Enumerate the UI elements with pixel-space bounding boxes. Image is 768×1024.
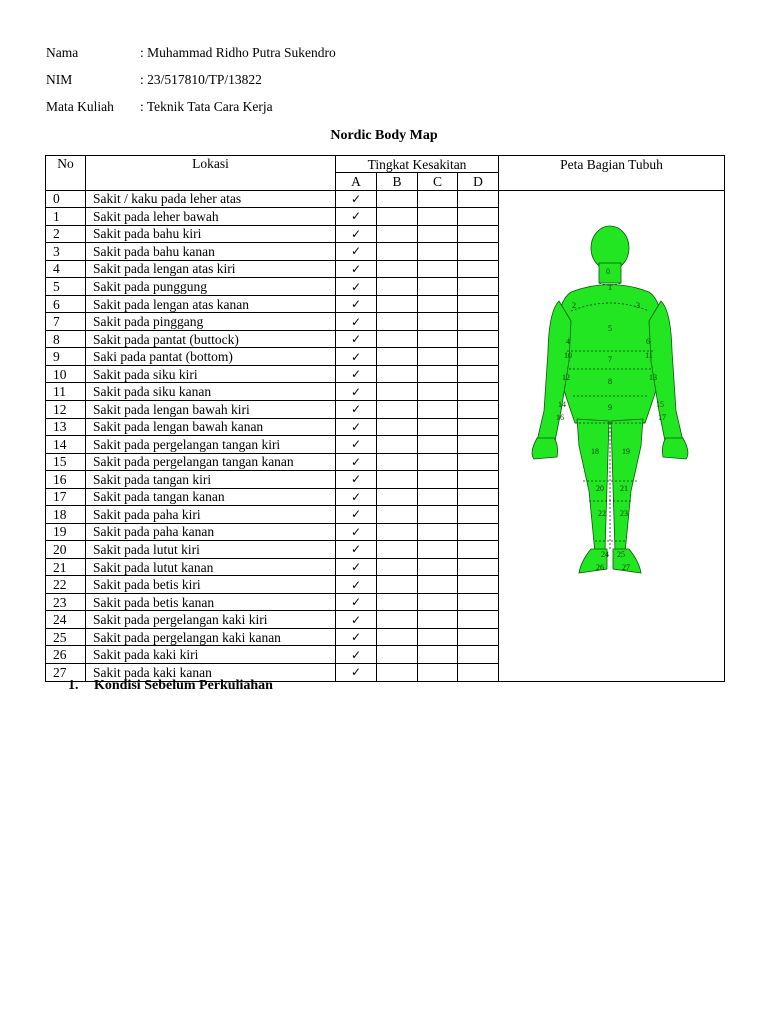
header-tingkat-kesakitan: Tingkat Kesakitan xyxy=(336,156,499,173)
check-icon: ✓ xyxy=(350,647,362,662)
level-cell-c xyxy=(418,365,458,383)
check-icon: ✓ xyxy=(350,279,362,294)
level-cell-c xyxy=(418,383,458,401)
row-lokasi: Sakit pada kaki kiri xyxy=(86,646,336,664)
row-number: 15 xyxy=(46,453,86,471)
level-cell-b xyxy=(377,488,418,506)
level-cell-b xyxy=(377,628,418,646)
row-number: 4 xyxy=(46,260,86,278)
level-cell-b xyxy=(377,383,418,401)
level-cell-a xyxy=(336,576,377,594)
level-cell-d xyxy=(458,260,499,278)
region-label: 7 xyxy=(608,354,612,364)
check-icon: ✓ xyxy=(350,489,362,504)
level-cell-a xyxy=(336,628,377,646)
row-lokasi: Sakit pada pinggang xyxy=(86,313,336,331)
level-cell-d xyxy=(458,348,499,366)
level-cell-a xyxy=(336,190,377,208)
table-row xyxy=(46,190,725,208)
row-number: 8 xyxy=(46,330,86,348)
level-cell-d xyxy=(458,471,499,489)
row-lokasi: Sakit pada lengan bawah kanan xyxy=(86,418,336,436)
page-title: Nordic Body Map xyxy=(330,128,438,143)
level-cell-b xyxy=(377,295,418,313)
row-lokasi: Sakit pada pergelangan tangan kiri xyxy=(86,436,336,454)
region-label: 15 xyxy=(656,399,664,409)
row-number: 26 xyxy=(46,646,86,664)
row-lokasi: Saki pada pantat (bottom) xyxy=(86,348,336,366)
level-cell-b xyxy=(377,558,418,576)
level-cell-a xyxy=(336,208,377,226)
level-cell-d xyxy=(458,365,499,383)
row-lokasi: Sakit pada lengan atas kiri xyxy=(86,260,336,278)
check-icon: ✓ xyxy=(350,630,362,645)
level-cell-d xyxy=(458,506,499,524)
level-cell-c xyxy=(418,471,458,489)
check-icon: ✓ xyxy=(350,402,362,417)
level-cell-a xyxy=(336,365,377,383)
level-cell-b xyxy=(377,436,418,454)
level-cell-d xyxy=(458,418,499,436)
level-cell-a xyxy=(336,506,377,524)
level-cell-c xyxy=(418,628,458,646)
row-number: 21 xyxy=(46,558,86,576)
level-cell-b xyxy=(377,523,418,541)
level-cell-a xyxy=(336,348,377,366)
level-cell-d xyxy=(458,453,499,471)
check-icon: ✓ xyxy=(350,577,362,592)
check-icon: ✓ xyxy=(350,560,362,575)
level-cell-c xyxy=(418,418,458,436)
level-cell-c xyxy=(418,225,458,243)
level-cell-d xyxy=(458,541,499,559)
row-number: 17 xyxy=(46,488,86,506)
level-cell-c xyxy=(418,400,458,418)
row-lokasi: Sakit pada pergelangan kaki kanan xyxy=(86,628,336,646)
row-lokasi: Sakit pada leher bawah xyxy=(86,208,336,226)
level-cell-c xyxy=(418,436,458,454)
field-label: Mata Kuliah xyxy=(46,99,114,114)
level-cell-a xyxy=(336,646,377,664)
row-number: 27 xyxy=(46,663,86,681)
level-cell-d xyxy=(458,190,499,208)
row-lokasi: Sakit pada lengan bawah kiri xyxy=(86,400,336,418)
level-cell-d xyxy=(458,295,499,313)
level-cell-a xyxy=(336,436,377,454)
check-icon: ✓ xyxy=(350,524,362,539)
row-number: 23 xyxy=(46,593,86,611)
header-level-d: D xyxy=(458,173,499,190)
field-value: : Muhammad Ridho Putra Sukendro xyxy=(140,45,336,60)
row-number: 22 xyxy=(46,576,86,594)
field-value: : 23/517810/TP/13822 xyxy=(140,72,262,87)
row-lokasi: Sakit pada siku kiri xyxy=(86,365,336,383)
row-lokasi: Sakit / kaku pada leher atas xyxy=(86,190,336,208)
region-label: 4 xyxy=(566,336,570,346)
region-label: 2 xyxy=(572,300,576,310)
region-label: 11 xyxy=(645,350,653,360)
level-cell-c xyxy=(418,611,458,629)
level-cell-b xyxy=(377,453,418,471)
row-number: 25 xyxy=(46,628,86,646)
level-cell-c xyxy=(418,488,458,506)
level-cell-b xyxy=(377,400,418,418)
header-peta-bagian-tubuh: Peta Bagian Tubuh xyxy=(499,156,725,173)
check-icon: ✓ xyxy=(350,209,362,224)
section-title: Kondisi Sebelum Perkuliahan xyxy=(94,678,273,693)
level-cell-a xyxy=(336,330,377,348)
level-cell-b xyxy=(377,278,418,296)
level-cell-d xyxy=(458,313,499,331)
region-label: 18 xyxy=(591,446,599,456)
check-icon: ✓ xyxy=(350,384,362,399)
region-label: 19 xyxy=(622,446,630,456)
region-label: 17 xyxy=(658,412,666,422)
level-cell-a xyxy=(336,558,377,576)
level-cell-c xyxy=(418,593,458,611)
level-cell-d xyxy=(458,225,499,243)
region-label: 0 xyxy=(606,266,610,276)
check-icon: ✓ xyxy=(350,297,362,312)
level-cell-b xyxy=(377,663,418,681)
check-icon: ✓ xyxy=(350,367,362,382)
level-cell-c xyxy=(418,453,458,471)
region-label: 24 xyxy=(601,549,609,559)
region-label: 5 xyxy=(608,323,612,333)
row-lokasi: Sakit pada bahu kanan xyxy=(86,243,336,261)
header-level-b: B xyxy=(377,173,418,190)
region-label: 21 xyxy=(620,483,628,493)
row-number: 18 xyxy=(46,506,86,524)
row-lokasi: Sakit pada kaki kanan xyxy=(86,663,336,681)
level-cell-a xyxy=(336,663,377,681)
region-label: 13 xyxy=(649,372,657,382)
row-lokasi: Sakit pada betis kiri xyxy=(86,576,336,594)
body-map-figure xyxy=(499,191,724,678)
header-level-c: C xyxy=(418,173,458,190)
level-cell-d xyxy=(458,243,499,261)
check-icon: ✓ xyxy=(350,349,362,364)
level-cell-b xyxy=(377,418,418,436)
row-number: 14 xyxy=(46,436,86,454)
check-icon: ✓ xyxy=(350,191,362,206)
row-number: 10 xyxy=(46,365,86,383)
region-label: 25 xyxy=(617,549,625,559)
level-cell-a xyxy=(336,488,377,506)
level-cell-c xyxy=(418,330,458,348)
level-cell-b xyxy=(377,190,418,208)
row-lokasi: Sakit pada pantat (buttock) xyxy=(86,330,336,348)
level-cell-c xyxy=(418,313,458,331)
level-cell-d xyxy=(458,646,499,664)
region-label: 14 xyxy=(558,399,566,409)
level-cell-d xyxy=(458,523,499,541)
level-cell-c xyxy=(418,506,458,524)
check-icon: ✓ xyxy=(350,419,362,434)
check-icon: ✓ xyxy=(350,612,362,627)
row-lokasi: Sakit pada bahu kiri xyxy=(86,225,336,243)
row-number: 13 xyxy=(46,418,86,436)
level-cell-b xyxy=(377,313,418,331)
body-map-cell xyxy=(499,190,725,681)
row-lokasi: Sakit pada paha kanan xyxy=(86,523,336,541)
row-lokasi: Sakit pada lutut kanan xyxy=(86,558,336,576)
level-cell-b xyxy=(377,348,418,366)
level-cell-d xyxy=(458,400,499,418)
level-cell-c xyxy=(418,243,458,261)
level-cell-b xyxy=(377,260,418,278)
level-cell-d xyxy=(458,663,499,681)
check-icon: ✓ xyxy=(350,507,362,522)
region-label: 27 xyxy=(622,562,630,572)
row-number: 24 xyxy=(46,611,86,629)
level-cell-a xyxy=(336,243,377,261)
level-cell-d xyxy=(458,383,499,401)
region-label: 3 xyxy=(636,300,640,310)
level-cell-b xyxy=(377,208,418,226)
level-cell-b xyxy=(377,506,418,524)
level-cell-b xyxy=(377,243,418,261)
level-cell-d xyxy=(458,576,499,594)
level-cell-b xyxy=(377,225,418,243)
row-number: 1 xyxy=(46,208,86,226)
level-cell-a xyxy=(336,471,377,489)
row-lokasi: Sakit pada tangan kiri xyxy=(86,471,336,489)
check-icon: ✓ xyxy=(350,454,362,469)
level-cell-c xyxy=(418,295,458,313)
row-number: 19 xyxy=(46,523,86,541)
row-number: 0 xyxy=(46,190,86,208)
row-lokasi: Sakit pada lengan atas kanan xyxy=(86,295,336,313)
level-cell-a xyxy=(336,453,377,471)
level-cell-a xyxy=(336,278,377,296)
row-number: 20 xyxy=(46,541,86,559)
section-heading xyxy=(68,678,273,694)
row-lokasi: Sakit pada siku kanan xyxy=(86,383,336,401)
level-cell-a xyxy=(336,295,377,313)
row-number: 5 xyxy=(46,278,86,296)
level-cell-d xyxy=(458,278,499,296)
row-number: 16 xyxy=(46,471,86,489)
row-number: 12 xyxy=(46,400,86,418)
level-cell-c xyxy=(418,663,458,681)
row-lokasi: Sakit pada tangan kanan xyxy=(86,488,336,506)
level-cell-c xyxy=(418,348,458,366)
section-number: 1. xyxy=(68,678,79,693)
check-icon: ✓ xyxy=(350,261,362,276)
level-cell-b xyxy=(377,365,418,383)
field-value: : Teknik Tata Cara Kerja xyxy=(140,99,273,114)
level-cell-c xyxy=(418,190,458,208)
region-label: 23 xyxy=(620,508,628,518)
level-cell-d xyxy=(458,628,499,646)
level-cell-c xyxy=(418,576,458,594)
level-cell-a xyxy=(336,225,377,243)
level-cell-d xyxy=(458,593,499,611)
level-cell-d xyxy=(458,436,499,454)
row-lokasi: Sakit pada pergelangan kaki kiri xyxy=(86,611,336,629)
header-lokasi: Lokasi xyxy=(86,156,336,191)
level-cell-b xyxy=(377,593,418,611)
level-cell-d xyxy=(458,330,499,348)
level-cell-c xyxy=(418,541,458,559)
check-icon: ✓ xyxy=(350,472,362,487)
level-cell-b xyxy=(377,541,418,559)
region-label: 20 xyxy=(596,483,604,493)
level-cell-a xyxy=(336,400,377,418)
level-cell-c xyxy=(418,523,458,541)
row-number: 3 xyxy=(46,243,86,261)
level-cell-a xyxy=(336,260,377,278)
region-label: 16 xyxy=(556,412,564,422)
header-no: No xyxy=(46,156,86,191)
level-cell-a xyxy=(336,313,377,331)
region-label: 8 xyxy=(608,376,612,386)
check-icon: ✓ xyxy=(350,595,362,610)
region-label: 10 xyxy=(564,350,572,360)
level-cell-a xyxy=(336,418,377,436)
level-cell-d xyxy=(458,208,499,226)
level-cell-d xyxy=(458,488,499,506)
level-cell-c xyxy=(418,260,458,278)
header-peta-spacer xyxy=(499,173,725,190)
check-icon: ✓ xyxy=(350,314,362,329)
check-icon: ✓ xyxy=(350,244,362,259)
region-label: 22 xyxy=(598,508,606,518)
level-cell-b xyxy=(377,330,418,348)
level-cell-c xyxy=(418,646,458,664)
level-cell-b xyxy=(377,576,418,594)
check-icon: ✓ xyxy=(350,226,362,241)
level-cell-d xyxy=(458,558,499,576)
level-cell-b xyxy=(377,471,418,489)
level-cell-c xyxy=(418,208,458,226)
field-label: NIM xyxy=(46,72,73,87)
check-icon: ✓ xyxy=(350,542,362,557)
row-number: 9 xyxy=(46,348,86,366)
field-label: Nama xyxy=(46,45,79,60)
region-label: 12 xyxy=(562,372,570,382)
level-cell-a xyxy=(336,541,377,559)
region-label: 1 xyxy=(608,282,612,292)
level-cell-a xyxy=(336,611,377,629)
region-label: 26 xyxy=(596,562,604,572)
row-lokasi: Sakit pada betis kanan xyxy=(86,593,336,611)
region-label: 6 xyxy=(646,336,650,346)
level-cell-a xyxy=(336,593,377,611)
region-label: 9 xyxy=(608,402,612,412)
row-lokasi: Sakit pada punggung xyxy=(86,278,336,296)
check-icon: ✓ xyxy=(350,437,362,452)
row-number: 7 xyxy=(46,313,86,331)
check-icon: ✓ xyxy=(350,332,362,347)
level-cell-c xyxy=(418,278,458,296)
row-number: 6 xyxy=(46,295,86,313)
level-cell-c xyxy=(418,558,458,576)
row-lokasi: Sakit pada paha kiri xyxy=(86,506,336,524)
level-cell-b xyxy=(377,611,418,629)
row-number: 2 xyxy=(46,225,86,243)
header-level-a: A xyxy=(336,173,377,190)
level-cell-d xyxy=(458,611,499,629)
level-cell-a xyxy=(336,383,377,401)
level-cell-b xyxy=(377,646,418,664)
level-cell-a xyxy=(336,523,377,541)
row-lokasi: Sakit pada lutut kiri xyxy=(86,541,336,559)
check-icon: ✓ xyxy=(350,665,362,680)
nordic-body-map-table xyxy=(45,155,725,682)
row-number: 11 xyxy=(46,383,86,401)
row-lokasi: Sakit pada pergelangan tangan kanan xyxy=(86,453,336,471)
